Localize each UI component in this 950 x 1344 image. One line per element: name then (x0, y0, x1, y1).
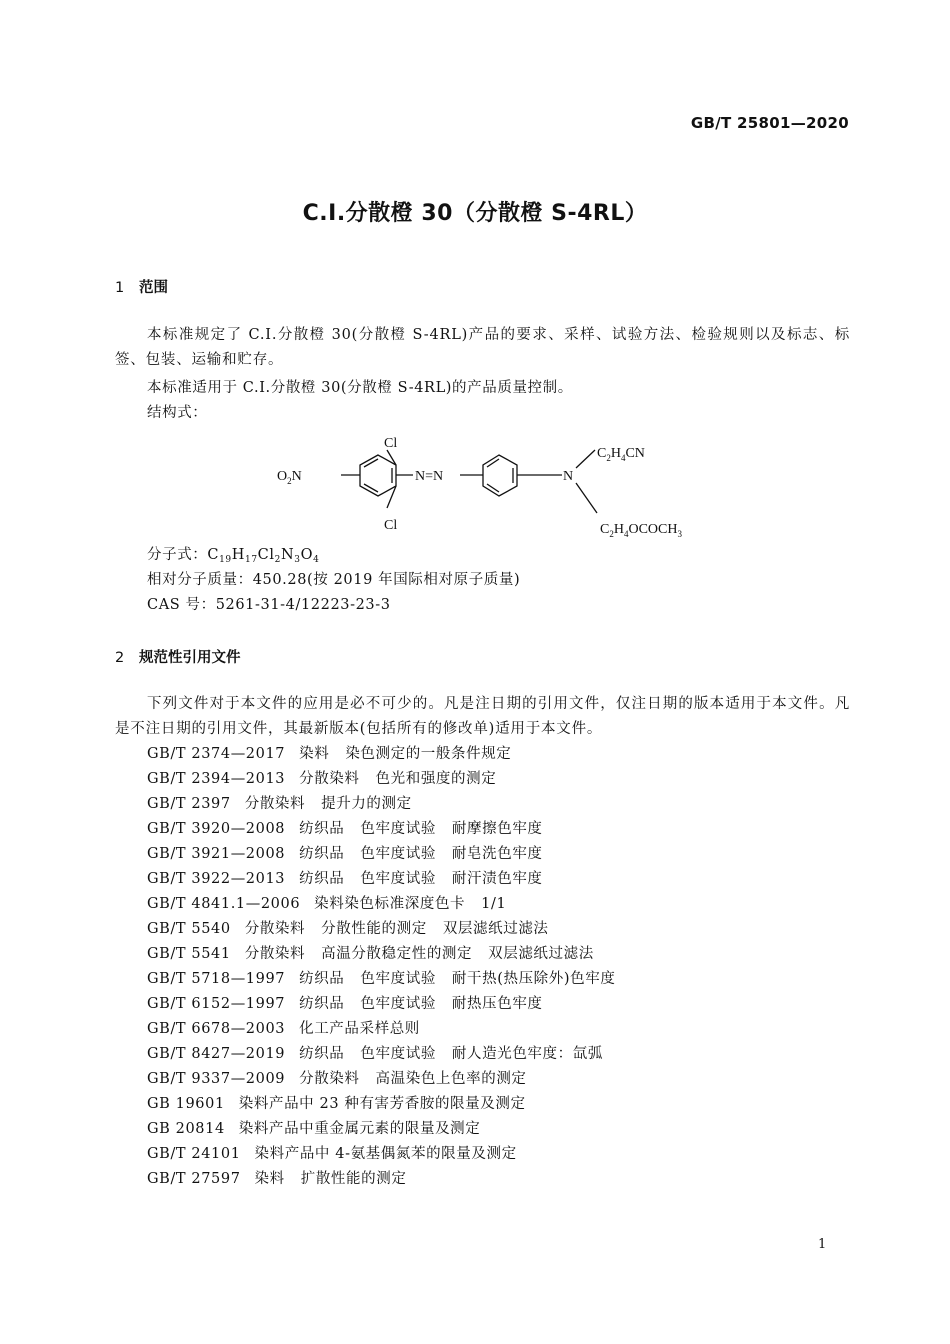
reference-item (147, 1042, 631, 1067)
reference-title-part: 染料产品中 4-氨基偶氮苯的限量及测定 (254, 1146, 517, 1162)
reference-title-part: 染料产品中 23 种有害芳香胺的限量及测定 (238, 1096, 526, 1112)
section-number: 1 (115, 280, 125, 296)
chlorine-top: Cl (384, 436, 398, 451)
reference-item (147, 992, 631, 1017)
reference-title-part: 高温分散稳定性的测定 (321, 946, 473, 962)
reference-title-part: 耐皂洗色牢度 (451, 846, 543, 862)
reference-item (147, 767, 631, 792)
molecular-formula: 分子式：$C_{19}H_{17}Cl_2N_3O_4$ (147, 547, 320, 565)
scope-paragraph-1: 本标准规定了 C.I.分散橙 30(分散橙 S-4RL)产品的要求、采样、试验方法、检验规则以及标志、标签、包装、运输和贮存。 (115, 327, 850, 368)
nitro-group: $O_2N$ (277, 469, 302, 486)
reference-title-part: 分散染料 (244, 796, 306, 812)
reference-title-part: 耐人造光色牢度：氙弧 (451, 1046, 603, 1062)
reference-item (147, 1167, 631, 1192)
reference-title-part: 分散染料 (299, 771, 360, 787)
reference-title-part: 纺织品 (299, 846, 345, 862)
reference-code: GB/T 2374—2017 (147, 746, 286, 762)
reference-title-part: 耐热压色牢度 (451, 996, 543, 1012)
reference-title-part: 染色测定的一般条件规定 (345, 746, 512, 762)
reference-title-part: 耐摩擦色牢度 (451, 821, 543, 837)
reference-title-part: 色牢度试验 (360, 821, 436, 837)
reference-code: GB/T 2394—2013 (147, 771, 286, 787)
reference-item (147, 1142, 631, 1167)
reference-title-part: 1/1 (481, 896, 507, 912)
reference-item (147, 867, 631, 892)
structure-label: 结构式： (147, 405, 208, 421)
reference-code: GB/T 8427—2019 (147, 1046, 286, 1062)
reference-title-part: 纺织品 (299, 821, 345, 837)
reference-title-part: 色牢度试验 (360, 996, 436, 1012)
reference-title-part: 高温染色上色率的测定 (375, 1071, 527, 1087)
reference-title-part: 耐干热(热压除外)色牢度 (451, 971, 616, 987)
reference-item (147, 817, 631, 842)
reference-title-part: 提升力的测定 (321, 796, 412, 812)
reference-title-part: 纺织品 (299, 971, 345, 987)
reference-code: GB/T 3921—2008 (147, 846, 286, 862)
reference-item (147, 1017, 631, 1042)
reference-code: GB/T 4841.1—2006 (147, 896, 301, 912)
reference-title-part: 分散性能的测定 (321, 921, 427, 937)
reference-title-part: 色牢度试验 (360, 1046, 436, 1062)
reference-item (147, 792, 631, 817)
scope-paragraph-2: 本标准适用于 C.I.分散橙 30(分散橙 S-4RL)的产品质量控制。 (147, 380, 573, 396)
section-heading-normative-references (115, 646, 241, 667)
reference-title-part: 染料染色标准深度色卡 (314, 896, 466, 912)
reference-title-part: 双层滤纸过滤法 (488, 946, 594, 962)
reference-item (147, 892, 631, 917)
document-title: C.I.分散橙 30（分散橙 S-4RL） (302, 201, 648, 226)
reference-code: GB/T 5540 (147, 921, 231, 937)
reference-item (147, 1117, 631, 1142)
reference-code: GB/T 5718—1997 (147, 971, 286, 987)
reference-code: GB/T 2397 (147, 796, 231, 812)
reference-title-part: 纺织品 (299, 1046, 345, 1062)
reference-code: GB 19601 (147, 1096, 225, 1112)
reference-title-part: 色牢度试验 (360, 971, 436, 987)
reference-title-part: 纺织品 (299, 871, 345, 887)
reference-title-part: 分散染料 (244, 921, 306, 937)
reference-title-part: 耐汗渍色牢度 (451, 871, 543, 887)
reference-code: GB/T 3922—2013 (147, 871, 286, 887)
reference-code: GB/T 27597 (147, 1171, 241, 1187)
acetoxyethyl-chain: $C_2H_4OCOCH_3$ (600, 522, 682, 539)
reference-title-part: 化工产品采样总则 (299, 1021, 420, 1037)
section-number: 2 (115, 650, 125, 666)
standard-number: GB/T 25801—2020 (690, 114, 849, 132)
amine-nitrogen: N (563, 469, 574, 484)
benzene-ring-right (483, 455, 517, 496)
reference-title-part: 色牢度试验 (360, 846, 436, 862)
reference-item (147, 942, 631, 967)
reference-item (147, 842, 631, 867)
reference-title-part: 分散染料 (244, 946, 306, 962)
section-title: 范围 (139, 280, 168, 296)
reference-title-part: 染料 (254, 1171, 285, 1187)
structural-formula (265, 428, 705, 544)
reference-code: GB 20814 (147, 1121, 225, 1137)
cyanoethyl-chain: $C_2H_4CN$ (597, 446, 645, 463)
molecular-mass: 相对分子质量：450.28(按 2019 年国际相对原子质量) (147, 572, 521, 588)
reference-title-part: 扩散性能的测定 (300, 1171, 407, 1187)
azo-group: N=N (415, 469, 444, 484)
references-intro: 下列文件对于本文件的应用是必不可少的。凡是注日期的引用文件，仅注日期的版本适用于本文件。凡是不注日期的引用文件，其最新版本(包括所有的修改单)适用于本文件。 (115, 696, 850, 737)
reference-code: GB/T 3920—2008 (147, 821, 286, 837)
reference-code: GB/T 5541 (147, 946, 231, 962)
reference-list (147, 742, 631, 1192)
section-title: 规范性引用文件 (139, 650, 241, 666)
reference-item (147, 967, 631, 992)
chlorine-bottom: Cl (384, 518, 398, 533)
reference-code: GB/T 24101 (147, 1146, 241, 1162)
reference-title-part: 分散染料 (299, 1071, 360, 1087)
benzene-ring-left (360, 455, 396, 496)
reference-code: GB/T 9337—2009 (147, 1071, 286, 1087)
reference-title-part: 色光和强度的测定 (375, 771, 497, 787)
reference-item (147, 1092, 631, 1117)
reference-title-part: 纺织品 (299, 996, 345, 1012)
cas-number: CAS 号：5261-31-4/12223-23-3 (147, 597, 391, 613)
reference-item (147, 917, 631, 942)
reference-title-part: 染料产品中重金属元素的限量及测定 (238, 1121, 481, 1137)
reference-code: GB/T 6678—2003 (147, 1021, 286, 1037)
section-heading-scope (115, 276, 168, 297)
reference-code: GB/T 6152—1997 (147, 996, 286, 1012)
reference-title-part: 双层滤纸过滤法 (442, 921, 549, 937)
page-number: 1 (818, 1237, 827, 1252)
reference-title-part: 色牢度试验 (360, 871, 436, 887)
reference-title-part: 染料 (299, 746, 330, 762)
reference-item (147, 1067, 631, 1092)
reference-item (147, 742, 631, 767)
